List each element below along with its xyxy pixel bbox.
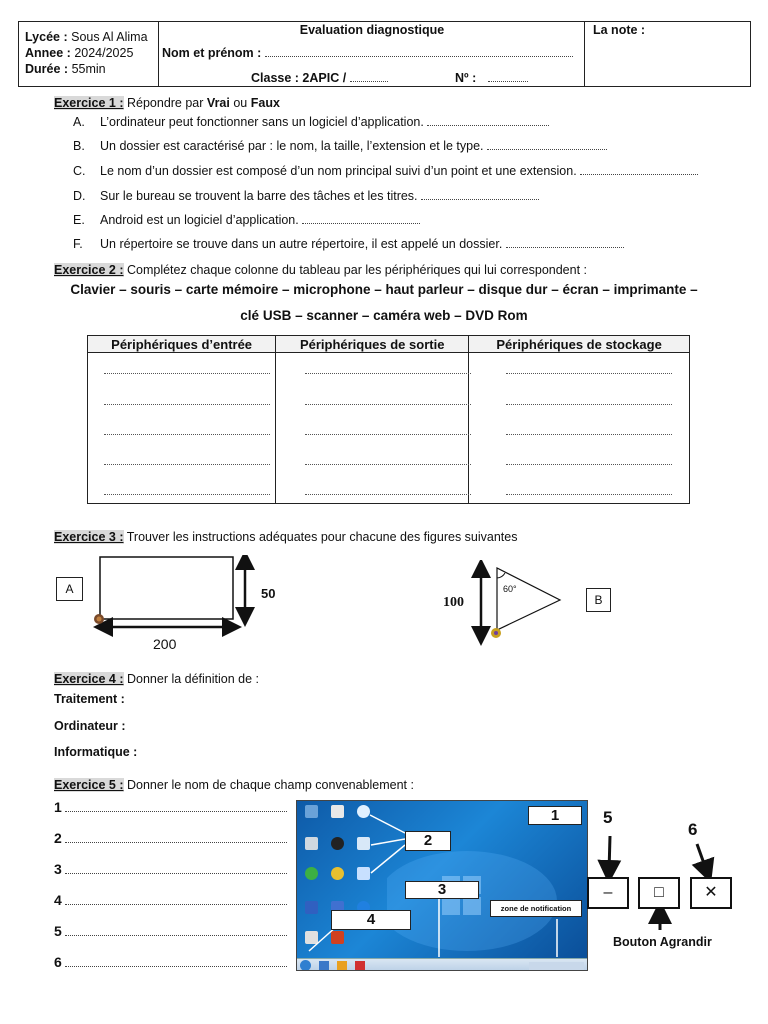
ex1-item-c[interactable]: C. Le nom d’un dossier est composé d’un nom principal suivi d’un point et une extension. — [73, 164, 698, 178]
ex3-instr: Trouver les instructions adéquates pour chacune des figures suivantes — [126, 530, 518, 544]
header-student-cell — [159, 22, 585, 86]
fig-a-rectangle — [90, 555, 280, 655]
ex4-term-traitement[interactable]: Traitement : — [54, 692, 125, 706]
minimize-button[interactable]: – — [587, 877, 629, 909]
label-1: 1 — [528, 806, 582, 825]
fig-b-tag: B — [586, 588, 611, 612]
col-sortie: Périphériques de sortie — [276, 336, 469, 353]
ex5-heading — [54, 778, 414, 792]
ex1-item-a[interactable]: A. L’ordinateur peut fonctionner sans un logiciel d’application. — [73, 115, 549, 129]
col-entree: Périphériques d’entrée — [88, 336, 276, 353]
header-note-cell[interactable] — [585, 22, 751, 86]
ex4-term-ordinateur[interactable]: Ordinateur : — [54, 719, 126, 733]
classe-label: Classe : 2APIC / — [251, 71, 347, 85]
duree-value: 55min — [71, 62, 106, 76]
classe-field[interactable] — [251, 71, 388, 85]
ex4-instr: Donner la définition de : — [126, 672, 260, 686]
nom-dots — [265, 47, 573, 57]
ex4-label: Exercice 4 : — [54, 672, 124, 686]
annee-value: 2024/2025 — [74, 46, 134, 60]
cell-entree[interactable] — [88, 353, 276, 504]
nom-field[interactable] — [162, 46, 573, 60]
fig-a-tag: A — [56, 577, 83, 601]
fig-b-angle: 60° — [503, 584, 517, 594]
note-label: La note : — [593, 23, 646, 37]
peripherals-table — [87, 335, 690, 504]
cell-stockage[interactable] — [469, 353, 690, 504]
fig-b-side: 100 — [443, 595, 464, 610]
fig-b-triangle — [465, 560, 565, 646]
label-3: 3 — [405, 881, 479, 899]
label-6: 6 — [688, 820, 698, 839]
header-table — [18, 21, 751, 87]
ex1-item-e[interactable]: E. Android est un logiciel d’application. — [73, 213, 420, 227]
close-button[interactable]: ✕ — [690, 877, 732, 909]
ex5-answer-2[interactable]: 2 — [54, 830, 287, 846]
maximize-button[interactable]: □ — [638, 877, 680, 909]
cell-sortie[interactable] — [276, 353, 469, 504]
ex5-answer-4[interactable]: 4 — [54, 892, 287, 908]
ex1-instr-a: Répondre par — [126, 96, 204, 110]
ex5-answer-3[interactable]: 3 — [54, 861, 287, 877]
num-field[interactable] — [455, 71, 528, 85]
ex1-item-f[interactable]: F. Un répertoire se trouve dans un autre répertoire, il est appelé un dossier. — [73, 237, 624, 251]
lycee-value: Sous Al Alima — [71, 30, 148, 44]
col-stockage: Périphériques de stockage — [469, 336, 690, 353]
ex2-words-line2: clé USB – scanner – caméra web – DVD Rom — [240, 308, 528, 323]
ex5-label: Exercice 5 : — [54, 778, 124, 792]
duree-label: Durée : — [25, 62, 69, 76]
nom-label: Nom et prénom : — [162, 46, 262, 60]
ex3-heading — [54, 530, 517, 544]
bouton-agrandir-label: Bouton Agrandir — [613, 935, 712, 949]
label-2: 2 — [405, 831, 451, 851]
ex5-answer-6[interactable]: 6 — [54, 954, 287, 970]
doc-title: Evaluation diagnostique — [299, 23, 445, 37]
num-label: Nº : — [455, 71, 477, 85]
ex3-label: Exercice 3 : — [54, 530, 124, 544]
ex2-heading — [54, 263, 587, 277]
label-5: 5 — [603, 808, 613, 827]
lycee-label: Lycée : — [25, 30, 68, 44]
zone-notification-label: zone de notification — [490, 900, 582, 917]
ex1-label: Exercice 1 : — [54, 96, 124, 110]
ex1-vrai: Vrai — [206, 96, 230, 110]
ex1-item-b[interactable]: B. Un dossier est caractérisé par : le nom, la taille, l’extension et le type. — [73, 139, 607, 153]
ex5-answer-1[interactable]: 1 — [54, 799, 287, 815]
ex2-words-line1: Clavier – souris – carte mémoire – microphone – haut parleur – disque dur – écran – imprimante – — [70, 282, 698, 297]
header-school-cell — [19, 22, 159, 86]
ex5-answer-5[interactable]: 5 — [54, 923, 287, 939]
ex1-item-d[interactable]: D. Sur le bureau se trouvent la barre des tâches et les titres. — [73, 189, 539, 203]
label-4: 4 — [331, 910, 411, 930]
classe-dots — [350, 72, 388, 82]
ex4-heading — [54, 672, 259, 686]
ex5-instr: Donner le nom de chaque champ convenablement : — [126, 778, 414, 792]
ex1-ou: ou — [233, 96, 248, 110]
annee-label: Annee : — [25, 46, 71, 60]
fig-a-width: 200 — [153, 636, 177, 652]
ex1-heading — [54, 96, 280, 110]
ex1-faux: Faux — [250, 96, 280, 110]
num-dots — [488, 72, 528, 82]
ex2-instr: Complétez chaque colonne du tableau par les périphériques qui lui correspondent : — [126, 263, 588, 277]
ex4-term-informatique[interactable]: Informatique : — [54, 745, 138, 759]
fig-a-height: 50 — [261, 586, 276, 601]
ex2-label: Exercice 2 : — [54, 263, 124, 277]
